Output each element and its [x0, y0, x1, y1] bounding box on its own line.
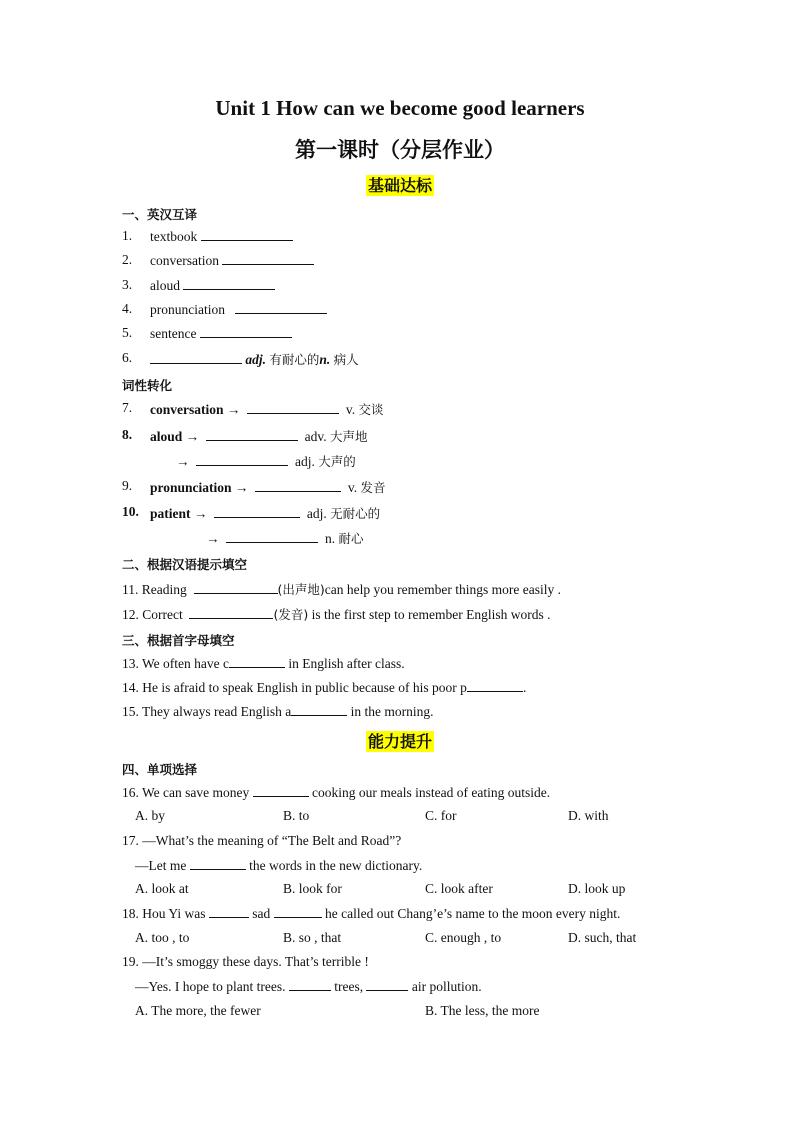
- answer-blank[interactable]: [201, 228, 293, 241]
- option-b[interactable]: B. to: [283, 808, 310, 823]
- question-14: 14. He is afraid to speak English in public because of his poor p .: [122, 680, 527, 695]
- answer-blank[interactable]: [200, 325, 292, 338]
- word-form-item: → adj. 大声的: [176, 454, 356, 469]
- translation-item: textbook: [150, 228, 293, 245]
- answer-blank[interactable]: [235, 301, 327, 314]
- item-number: 2.: [122, 252, 133, 267]
- answer-blank[interactable]: [190, 857, 246, 870]
- option-a[interactable]: A. too , to: [135, 930, 190, 945]
- option-b[interactable]: B. The less, the more: [425, 1003, 540, 1018]
- question-17-response: —Let me the words in the new dictionary.: [135, 858, 423, 873]
- answer-blank[interactable]: [255, 479, 341, 492]
- part1-heading: 一、英汉互译: [122, 207, 198, 222]
- answer-blank[interactable]: [189, 606, 273, 619]
- answer-blank[interactable]: [196, 453, 288, 466]
- item-number: 1.: [122, 228, 133, 243]
- option-d[interactable]: D. with: [568, 808, 609, 823]
- option-c[interactable]: C. look after: [425, 881, 493, 896]
- word-form-heading: 词性转化: [122, 378, 173, 393]
- question-19-response: —Yes. I hope to plant trees. trees, air pollution.: [135, 979, 482, 994]
- item-number: 6.: [122, 350, 133, 365]
- answer-blank[interactable]: [366, 978, 408, 991]
- question-11: 11. Reading (出声地)can help you remember things more easily .: [122, 582, 561, 597]
- question-12: 12. Correct (发音) is the first step to remember English words .: [122, 607, 551, 622]
- item-number: 10.: [122, 504, 139, 519]
- item-number: 8.: [122, 427, 133, 442]
- answer-blank[interactable]: [209, 905, 249, 918]
- page-title: Unit 1 How can we become good learners: [215, 96, 585, 120]
- part4-heading: 四、单项选择: [122, 762, 198, 777]
- answer-blank[interactable]: [467, 679, 523, 692]
- option-b[interactable]: B. look for: [283, 881, 342, 896]
- answer-blank[interactable]: [289, 978, 331, 991]
- option-a[interactable]: A. by: [135, 808, 165, 823]
- answer-blank[interactable]: [229, 655, 285, 668]
- answer-blank[interactable]: [253, 784, 309, 797]
- page-subtitle: 第一课时（分层作业）: [295, 138, 505, 162]
- option-c[interactable]: C. for: [425, 808, 457, 823]
- word-form-item: → n. 耐心: [206, 531, 364, 546]
- question-13: 13. We often have c in English after class.: [122, 656, 405, 671]
- word-form-item: pronunciation → v. 发音: [150, 480, 386, 495]
- section-advanced-heading: 能力提升: [367, 732, 432, 751]
- translation-item: pronunciation: [150, 301, 327, 318]
- question-16: 16. We can save money cooking our meals instead of eating outside.: [122, 785, 551, 800]
- option-c[interactable]: C. enough , to: [425, 930, 502, 945]
- answer-blank[interactable]: [206, 428, 298, 441]
- answer-blank[interactable]: [222, 252, 314, 265]
- word-form-item: aloud → adv. 大声地: [150, 429, 368, 444]
- translation-item: adj. 有耐心的n. 病人: [150, 350, 359, 368]
- part2-heading: 二、根据汉语提示填空: [122, 557, 248, 572]
- word-form-item: patient → adj. 无耐心的: [150, 506, 381, 521]
- option-d[interactable]: D. such, that: [568, 930, 637, 945]
- word-form-item: conversation → v. 交谈: [150, 402, 384, 417]
- item-number: 7.: [122, 400, 133, 415]
- answer-blank[interactable]: [226, 530, 318, 543]
- item-number: 9.: [122, 478, 133, 493]
- translation-item: sentence: [150, 325, 292, 342]
- answer-blank[interactable]: [274, 905, 322, 918]
- section-basic-heading: 基础达标: [367, 176, 432, 195]
- answer-blank[interactable]: [214, 505, 300, 518]
- part3-heading: 三、根据首字母填空: [122, 633, 235, 648]
- question-19: 19. —It’s smoggy these days. That’s terrible !: [122, 954, 369, 969]
- question-18: 18. Hou Yi was sad he called out Chang’e’s name to the moon every night.: [122, 906, 621, 921]
- option-d[interactable]: D. look up: [568, 881, 626, 896]
- answer-blank[interactable]: [194, 581, 278, 594]
- translation-item: conversation: [150, 252, 314, 269]
- answer-blank[interactable]: [150, 351, 242, 364]
- item-number: 5.: [122, 325, 133, 340]
- option-a[interactable]: A. look at: [135, 881, 189, 896]
- question-15: 15. They always read English a in the morning.: [122, 704, 434, 719]
- answer-blank[interactable]: [291, 703, 347, 716]
- translation-item: aloud: [150, 277, 275, 294]
- option-b[interactable]: B. so , that: [283, 930, 342, 945]
- item-number: 4.: [122, 301, 133, 316]
- item-number: 3.: [122, 277, 133, 292]
- option-a[interactable]: A. The more, the fewer: [135, 1003, 261, 1018]
- answer-blank[interactable]: [183, 277, 275, 290]
- answer-blank[interactable]: [247, 401, 339, 414]
- question-17: 17. —What’s the meaning of “The Belt and Road”?: [122, 833, 402, 848]
